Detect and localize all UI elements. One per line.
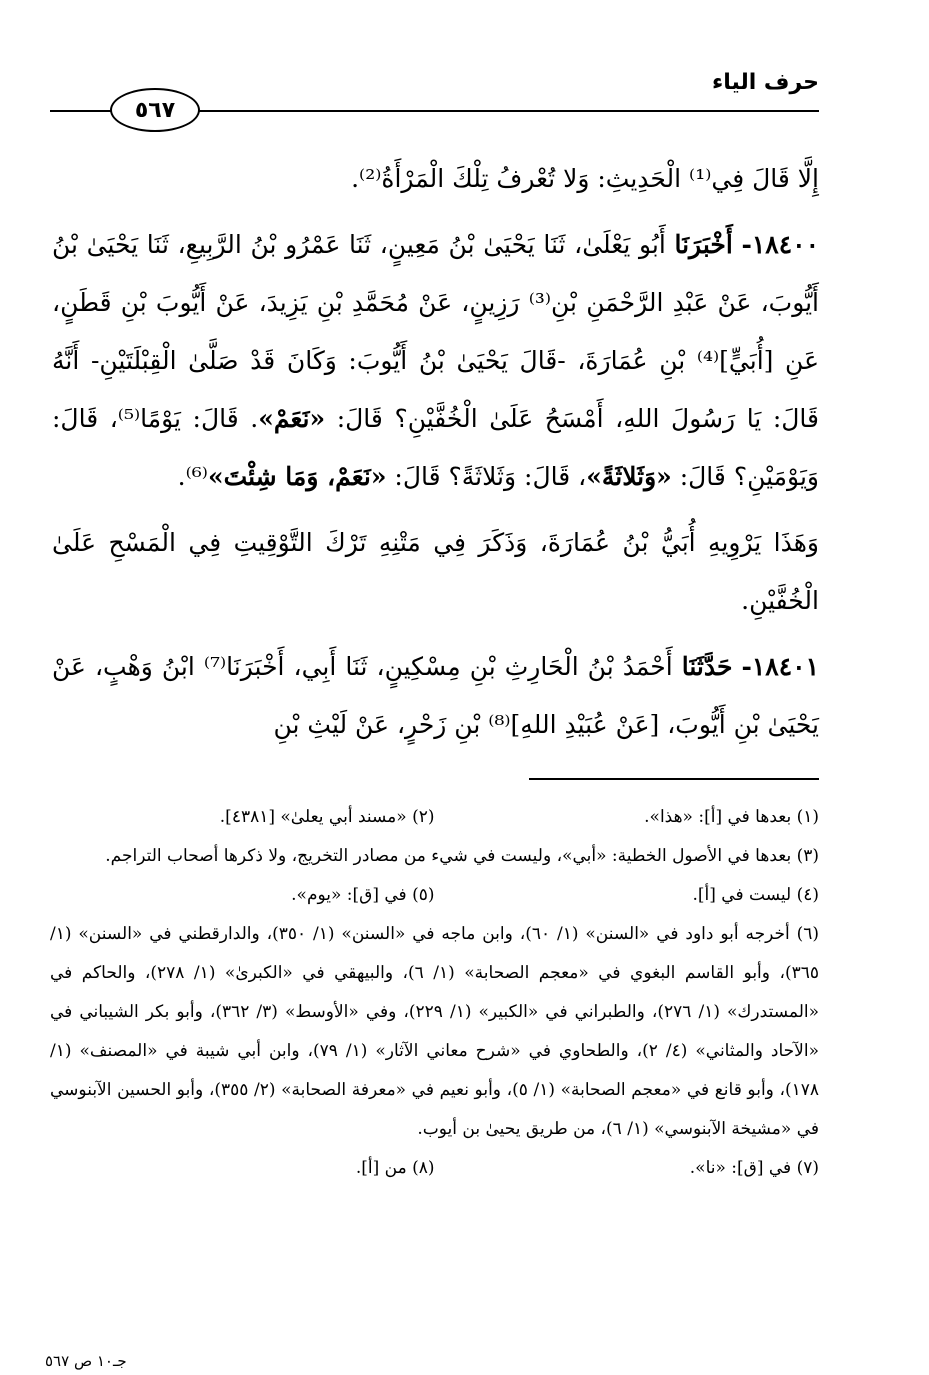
- hadith-18400: [52, 216, 819, 506]
- footnotes: [50, 798, 819, 1188]
- hadith-18401: [52, 638, 819, 754]
- hadith-number: ١٨٤٠٠-: [741, 230, 820, 259]
- hadith-lead: أَخْبَرَنَا: [674, 230, 733, 259]
- volume-page-mark: جـ١٠ ص ٥٦٧: [45, 1352, 127, 1370]
- hadith-text: . قَالَ: يَوْمًا⁽⁵⁾، قَالَ: وَيَوْمَيْنِ؟ قَالَ:: [52, 404, 819, 491]
- footnote-6: (٦) أخرجه أبو داود في «السنن» (١/ ٦٠)، وابن ماجه في «السنن» (١/ ٣٥٠)، والدارقطني في «السنن» (١/ ٣٦٥)، وأبو القاسم البغوي في «معجم الصحابة» (١/ ٦)، والبيهقي في «الكبرىٰ» (١/ ٢٧٨)، والحاكم في «المستدرك» (١/ ٢٧٦)، والطبراني في «الكبير» (١/ ٢٢٩)، وفي «الأوسط» (٣/ ٣٦٢)، وأبو بكر الشيباني في «الآحاد والمثاني» (٤/ ٢)، والطحاوي في «شرح معاني الآثار» (١/ ٧٩)، وابن أبي شيبة في «المصنف» (١/ ١٧٨)، وأبو قانع في «معجم الصحابة» (١/ ٥)، وأبو نعيم في «معرفة الصحابة» (٢/ ٣٥٥)، وأبو الحسين الآبنوسي في «مشيخة الآبنوسي» (١/ ٦)، من طريق يحيىٰ بن أيوب.: [50, 924, 820, 1139]
- paragraph-continuation: إِلَّا قَالَ فِي⁽¹⁾ الْحَدِيثِ: وَلا تُعْرفُ تِلْكَ الْمَرْأَةُ⁽²⁾.: [351, 164, 819, 193]
- quote-thalatha: «وَثَلاثَةً»: [586, 462, 672, 491]
- quote-naam: «نَعَمْ»: [258, 404, 326, 433]
- hadith-text: ، قَالَ: وَثَلاثَةً؟ قَالَ:: [386, 462, 587, 491]
- hadith-text: أَبُو يَعْلَىٰ، ثَنَا يَحْيَىٰ بْنُ مَعِينٍ، ثَنَا عَمْرُو بْنُ الرَّبِيعِ، ثَنَا يَحْيَىٰ بْنُ أَيُّوبَ، عَنْ عَبْدِ الرَّحْمَنِ بْنِ⁽³⁾ رَزِينٍ، عَنْ مُحَمَّدِ بْنِ يَزِيدَ، عَنْ أَيُّوبَ بْنِ قَطَنٍ، عَنِ [أُبَيٍّ]⁽⁴⁾ بْنِ عُمَارَةَ، -قَالَ يَحْيَىٰ بْنُ أَيُّوبَ: وَكَانَ قَدْ صَلَّىٰ الْقِبْلَتَيْنِ- أَنَّهُ قَالَ: يَا رَسُولَ اللهِ، أَمْسَحُ عَلَىٰ الْخُفَّيْنِ؟ قَالَ:: [52, 230, 820, 433]
- footnote-2: (٢) «مسند أبي يعلىٰ» [٤٣٨١].: [219, 807, 435, 827]
- hadith-text: ⁽⁶⁾.: [177, 462, 208, 491]
- footnote-row: [50, 1149, 819, 1188]
- main-text: [52, 150, 819, 762]
- quote-naam-wama-shita: «نَعَمْ، وَمَا شِئْتَ»: [207, 462, 387, 491]
- hadith-lead: حَدَّثَنَا: [681, 652, 733, 681]
- footnote-8: (٨) من [أ].: [355, 1158, 435, 1178]
- footnote-rule: [529, 778, 819, 780]
- footnote-5: (٥) في [ق]: «يوم».: [291, 885, 435, 905]
- commentary-paragraph: وَهَذَا يَرْوِيهِ أُبَيُّ بْنُ عُمَارَةَ، وَذَكَرَ فِي مَتْنِهِ تَرْكَ التَّوْقِيتِ فِي الْمَسْحِ عَلَىٰ الْخُفَّيْنِ.: [52, 528, 819, 615]
- hadith-text: أَحْمَدُ بْنُ الْحَارِثِ بْنِ مِسْكِينٍ، ثَنَا أَبِي، أَخْبَرَنَا⁽⁷⁾ ابْنُ وَهْبٍ، عَنْ يَحْيَىٰ بْنِ أَيُّوبَ، [عَنْ عُبَيْدِ اللهِ]⁽⁸⁾ بْنِ زَحْرٍ، عَنْ لَيْثِ بْنِ: [52, 652, 819, 739]
- footnote-7: (٧) في [ق]: «نا».: [689, 1158, 819, 1178]
- footnote-1: (١) بعدها في [أ]: «هذا».: [644, 807, 819, 827]
- footnote-3: (٣) بعدها في الأصول الخطية: «أبي»، وليست في شيء من مصادر التخريج، ولا ذكرها أصحاب التراجم.: [105, 846, 819, 866]
- hadith-number: ١٨٤٠١-: [741, 652, 819, 681]
- footnote-row: [50, 798, 819, 837]
- footnote-4: (٤) ليست في [أ].: [692, 885, 819, 905]
- section-title: حرف الياء: [711, 70, 819, 95]
- footnote-row: [50, 876, 819, 915]
- page-number: ٥٦٧: [110, 88, 200, 132]
